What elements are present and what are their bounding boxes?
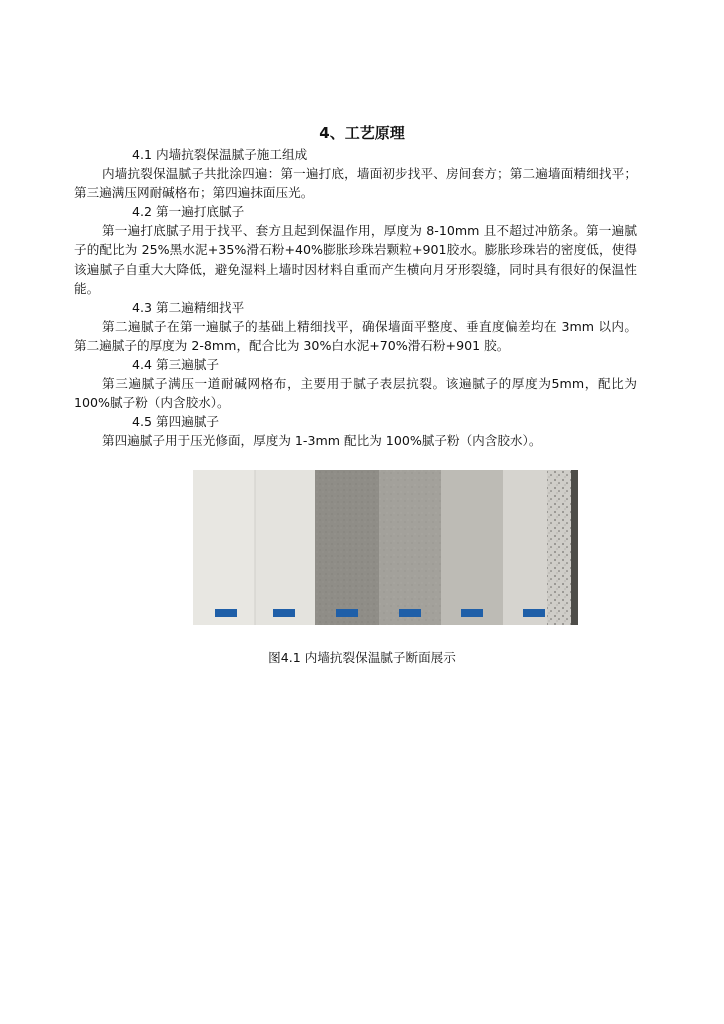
body-text [74, 145, 637, 451]
layer-panel [255, 470, 315, 625]
subheading: 4.2 第一遍打底腻子 [132, 204, 245, 220]
section-heading: 4、工艺原理 [319, 124, 405, 142]
subheading: 4.4 第三遍腻子 [132, 357, 220, 373]
layer-panel [547, 470, 571, 625]
layer-panel [379, 470, 441, 625]
layer-label-tag [399, 609, 421, 617]
layer-label-tag [273, 609, 295, 617]
subheading: 4.3 第二遍精细找平 [132, 299, 245, 315]
layer-panel [193, 470, 255, 625]
layer-label-tag [523, 609, 545, 617]
cross-section-photo [193, 470, 578, 625]
paragraph: 第四遍腻子用于压光修面，厚度为 1-3mm 配比为 100%腻子粉（内含胶水）。 [102, 433, 542, 449]
layer-panel [315, 470, 379, 625]
layer-panel [441, 470, 503, 625]
wall-layers-image [193, 470, 578, 625]
layer-panel [503, 470, 547, 625]
layer-label-tag [215, 609, 237, 617]
subheading: 4.1 内墙抗裂保温腻子施工组成 [132, 147, 308, 162]
figure-caption: 图4.1 内墙抗裂保温腻子断面展示 [268, 650, 456, 665]
edge-strip [571, 470, 578, 625]
paragraph: 第二遍腻子在第一遍腻子的基础上精细找平，确保墙面平整度、垂直度偏差均在 3mm 以内。 第二遍腻子的厚度为 2-8mm，配合比为 30%白水泥+70%滑石粉+901 胶。 [74, 318, 637, 353]
paragraph: 内墙抗裂保温腻子共批涂四遍：第一遍打底，墙面初步找平、房间套方；第二遍墙面精细找平；第三遍满压网耐碱格布；第四遍抹面压光。 [74, 166, 637, 201]
paragraph: 第一遍打底腻子用于找平、套方且起到保温作用，厚度为 8-10mm 且不超过冲筋条。第一遍腻子的配比为 25%黑水泥+35%滑石粉+40%膨胀珍珠岩颗粒+901胶水。膨胀珍珠岩的密度低，使得该遍腻子自重大大降低，避免湿料上墙时因材料自重而产生横向月牙形裂缝，同时具有很好的保温性能。 [74, 223, 637, 296]
layer-label-tag [336, 609, 358, 617]
layer-label-tag [461, 609, 483, 617]
paragraph: 第三遍腻子满压一道耐碱网格布，主要用于腻子表层抗裂。该遍腻子的厚度为5mm，配比为 100%腻子粉（内含胶水）。 [74, 376, 637, 411]
subheading: 4.5 第四遍腻子 [132, 414, 220, 430]
